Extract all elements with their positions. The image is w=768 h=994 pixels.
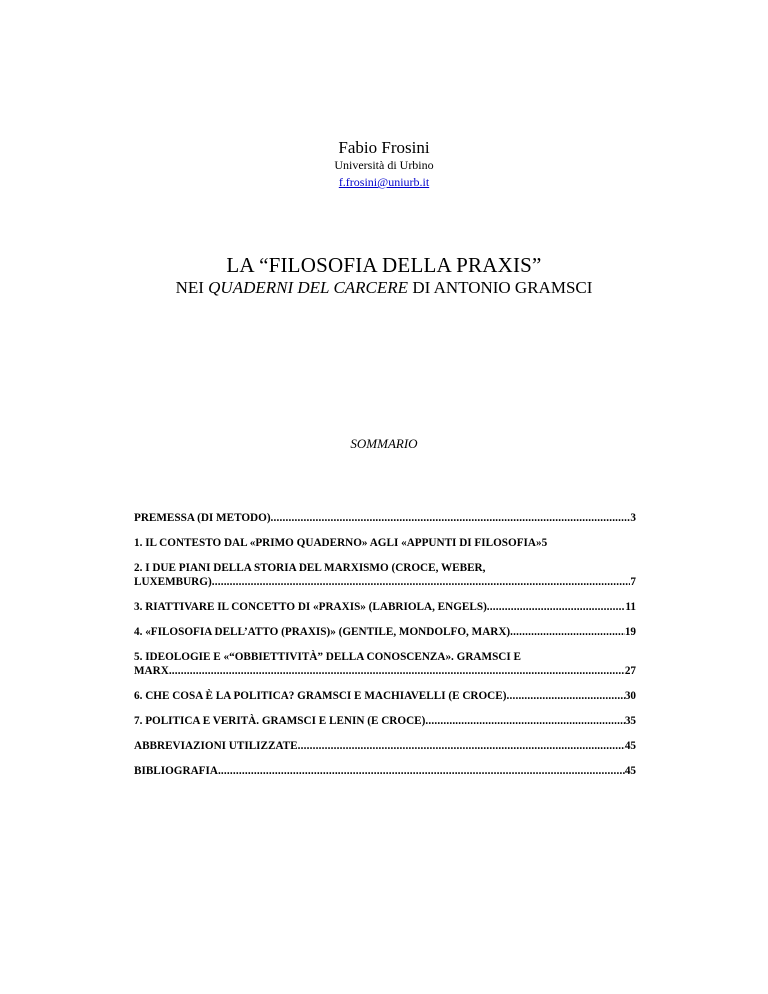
toc-leader-dots: [298, 739, 625, 753]
toc-page-number: 30: [624, 690, 636, 702]
toc-entry-abbreviazioni[interactable]: [134, 739, 636, 753]
document-title: LA “FILOSOFIA DELLA PRAXIS”: [226, 253, 542, 277]
toc-page-number: 27: [624, 665, 636, 677]
toc-leader-dots: [425, 714, 624, 728]
toc-page-number: 45: [624, 765, 636, 777]
toc-entry-text: PREMESSA (DI METODO): [134, 512, 271, 524]
toc-leader-dots: [271, 511, 631, 525]
toc-leader-dots: [212, 575, 631, 589]
toc-leader-dots: [487, 600, 626, 614]
toc-entry-7[interactable]: [134, 714, 636, 728]
toc-leader-dots: [218, 764, 625, 778]
author-name: Fabio Frosini: [338, 138, 430, 157]
toc-entry-text: 6. CHE COSA È LA POLITICA? GRAMSCI E MACHIAVELLI (E CROCE): [134, 690, 507, 702]
toc-entry-text: 3. RIATTIVARE IL CONCETTO DI «PRAXIS» (LABRIOLA, ENGELS): [134, 601, 487, 613]
author-email-link[interactable]: f.frosini@uniurb.it: [338, 175, 430, 189]
author-block: [0, 138, 768, 191]
toc-page-number: 3: [630, 512, 636, 524]
subtitle-prefix: NEI: [175, 278, 209, 297]
toc-entry-3[interactable]: [134, 600, 636, 614]
toc-entry-text: 4. «FILOSOFIA DELL’ATTO (PRAXIS)» (GENTILE, MONDOLFO, MARX): [134, 626, 511, 638]
toc-entry-2[interactable]: [134, 561, 636, 589]
toc-page-number: 7: [630, 576, 636, 588]
title-block: [0, 253, 768, 298]
toc-entry-bibliografia[interactable]: [134, 764, 636, 778]
toc-entry-text: MARX: [134, 665, 169, 677]
table-of-contents: [134, 511, 636, 789]
subtitle-italic: QUADERNI DEL CARCERE: [208, 278, 409, 297]
toc-leader-dots: [510, 625, 625, 639]
toc-page-number: 19: [624, 626, 636, 638]
toc-entry-1[interactable]: [134, 536, 636, 550]
toc-page-number: 11: [625, 601, 636, 613]
toc-entry-text: 7. POLITICA E VERITÀ. GRAMSCI E LENIN (E CROCE): [134, 715, 426, 727]
toc-leader-dots: [506, 689, 624, 703]
toc-entry-text-line1: 5. IDEOLOGIE E «“OBBIETTIVITÀ” DELLA CONOSCENZA». GRAMSCI E: [134, 651, 521, 663]
toc-entry-text: LUXEMBURG): [134, 576, 212, 588]
toc-page-number: 45: [624, 740, 636, 752]
toc-entry-text: ABBREVIAZIONI UTILIZZATE: [134, 740, 298, 752]
toc-page-number: 35: [624, 715, 636, 727]
toc-entry-text-line1: 2. I DUE PIANI DELLA STORIA DEL MARXISMO (CROCE, WEBER,: [134, 562, 486, 574]
summary-heading: SOMMARIO: [350, 436, 418, 451]
toc-entry-5[interactable]: [134, 650, 636, 678]
author-affiliation: Università di Urbino: [334, 158, 434, 172]
toc-entry-6[interactable]: [134, 689, 636, 703]
toc-entry-text: BIBLIOGRAFIA: [134, 765, 218, 777]
document-subtitle: [0, 277, 768, 298]
toc-page-number: 5: [541, 537, 548, 549]
toc-entry-4[interactable]: [134, 625, 636, 639]
toc-entry-premessa[interactable]: [134, 511, 636, 525]
toc-entry-text: 1. IL CONTESTO DAL «PRIMO QUADERNO» AGLI «APPUNTI DI FILOSOFIA»: [134, 537, 542, 549]
toc-leader-dots: [169, 664, 625, 678]
subtitle-suffix: DI ANTONIO GRAMSCI: [408, 278, 593, 297]
